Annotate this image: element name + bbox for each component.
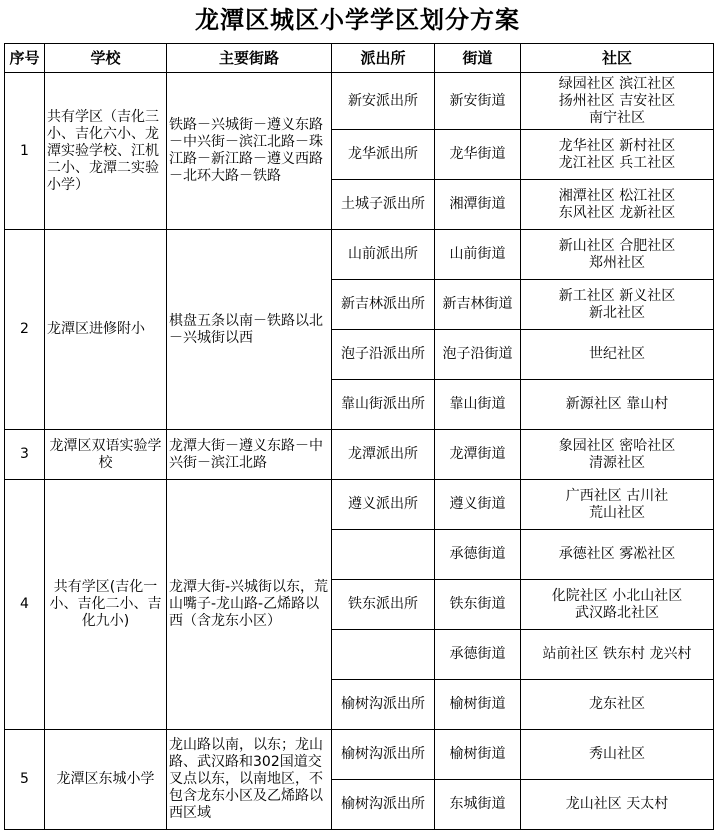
row-school: 龙潭区东城小学 xyxy=(45,730,167,830)
row-community xyxy=(521,630,714,680)
row-police: 榆树沟派出所 xyxy=(332,780,435,830)
community-line: 新源社区 靠山村 xyxy=(565,396,669,412)
community-line: 清源社区 xyxy=(589,454,645,471)
row-police: 铁东派出所 xyxy=(332,580,435,630)
row-police: 山前派出所 xyxy=(332,230,435,280)
community-line: 荒山社区 xyxy=(589,504,645,521)
row-police: 榆树沟派出所 xyxy=(332,680,435,730)
community-line: 象园社区 密哈社区 xyxy=(558,437,676,454)
page-title: 龙潭区城区小学学区划分方案 xyxy=(195,6,520,34)
community-line: 龙山社区 天太村 xyxy=(565,796,669,812)
row-police: 龙华派出所 xyxy=(332,130,435,180)
community-line: 新北社区 xyxy=(589,304,645,321)
header-streets: 主要街路 xyxy=(167,44,332,73)
district-table xyxy=(4,43,714,830)
row-street: 龙潭街道 xyxy=(435,430,521,480)
row-street: 泡子沿街道 xyxy=(435,330,521,380)
row-street: 靠山街道 xyxy=(435,380,521,430)
community-line: 南宁社区 xyxy=(589,109,645,126)
row-police: 龙潭派出所 xyxy=(332,430,435,480)
row-street: 东城街道 xyxy=(435,780,521,830)
row-police: 新吉林派出所 xyxy=(332,280,435,330)
community-line: 郑州社区 xyxy=(589,254,645,271)
row-street: 榆树街道 xyxy=(435,730,521,780)
row-community xyxy=(521,780,714,830)
community-line: 秀山社区 xyxy=(589,746,645,762)
community-line: 东风社区 龙新社区 xyxy=(558,204,676,221)
row-community xyxy=(521,480,714,530)
row-streets: 龙潭大街-兴城街以东，荒山嘴子-龙山路-乙烯路以西（含龙东小区） xyxy=(167,480,332,730)
row-community xyxy=(521,73,714,130)
community-line: 化院社区 小北山社区 xyxy=(551,587,683,604)
row-community xyxy=(521,380,714,430)
row-community xyxy=(521,730,714,780)
table-row xyxy=(5,430,714,480)
community-line: 新工社区 新义社区 xyxy=(558,287,676,304)
community-line: 龙华社区 新村社区 xyxy=(558,137,676,154)
row-community xyxy=(521,430,714,480)
community-line: 龙江社区 兵工社区 xyxy=(558,154,676,171)
header-police: 派出所 xyxy=(332,44,435,73)
row-police: 新安派出所 xyxy=(332,73,435,130)
community-line: 武汉路北社区 xyxy=(575,604,659,621)
header-street: 街道 xyxy=(435,44,521,73)
community-line: 承德社区 雾凇社区 xyxy=(558,546,676,562)
row-community xyxy=(521,580,714,630)
header-no: 序号 xyxy=(5,44,45,73)
row-school: 龙潭区进修附小 xyxy=(45,230,167,430)
header-school: 学校 xyxy=(45,44,167,73)
community-line: 湘潭社区 松江社区 xyxy=(558,187,676,204)
row-streets: 龙潭大街－遵义东路－中兴街－滨江北路 xyxy=(167,430,332,480)
row-community xyxy=(521,680,714,730)
row-community xyxy=(521,330,714,380)
row-no: 4 xyxy=(5,480,45,730)
community-line: 广西社区 古川社 xyxy=(565,487,669,504)
row-community xyxy=(521,230,714,280)
row-street: 山前街道 xyxy=(435,230,521,280)
row-streets: 铁路－兴城街－遵义东路－中兴街－滨江北路－珠江路－新江路－遵义西路－北环大路－铁路 xyxy=(167,73,332,230)
row-community xyxy=(521,280,714,330)
row-no: 5 xyxy=(5,730,45,830)
table-row xyxy=(5,730,714,780)
row-community xyxy=(521,130,714,180)
row-police: 榆树沟派出所 xyxy=(332,730,435,780)
table-row xyxy=(5,480,714,530)
header-row xyxy=(5,44,714,73)
row-community xyxy=(521,530,714,580)
row-streets: 棋盘五条以南－铁路以北－兴城街以西 xyxy=(167,230,332,430)
row-street: 承德街道 xyxy=(435,530,521,580)
table-row xyxy=(5,73,714,130)
row-street: 龙华街道 xyxy=(435,130,521,180)
row-school: 共有学区（吉化三小、吉化六小、龙潭实验学校、江机二小、龙潭二实验小学） xyxy=(45,73,167,230)
row-street: 新安街道 xyxy=(435,73,521,130)
community-line: 世纪社区 xyxy=(589,346,645,362)
row-school: 龙潭区双语实验学校 xyxy=(45,430,167,480)
row-no: 2 xyxy=(5,230,45,430)
row-community xyxy=(521,180,714,230)
row-police: 土城子派出所 xyxy=(332,180,435,230)
row-police: 泡子沿派出所 xyxy=(332,330,435,380)
row-streets: 龙山路以南，以东；龙山路、武汉路和302国道交叉点以东，以南地区，不包含龙东小区及乙烯路以西区域 xyxy=(167,730,332,830)
community-line: 站前社区 铁东村 龙兴村 xyxy=(542,646,692,662)
row-police xyxy=(332,530,435,580)
row-street: 承德街道 xyxy=(435,630,521,680)
community-line: 绿园社区 滨江社区 xyxy=(558,75,676,92)
row-no: 1 xyxy=(5,73,45,230)
row-police xyxy=(332,630,435,680)
row-street: 铁东街道 xyxy=(435,580,521,630)
row-police: 遵义派出所 xyxy=(332,480,435,530)
row-police: 靠山街派出所 xyxy=(332,380,435,430)
row-no: 3 xyxy=(5,430,45,480)
community-line: 扬州社区 吉安社区 xyxy=(558,92,676,109)
header-community: 社区 xyxy=(521,44,714,73)
table-row xyxy=(5,230,714,280)
row-street: 新吉林街道 xyxy=(435,280,521,330)
row-street: 榆树街道 xyxy=(435,680,521,730)
community-line: 龙东社区 xyxy=(589,696,645,712)
row-street: 遵义街道 xyxy=(435,480,521,530)
row-street: 湘潭街道 xyxy=(435,180,521,230)
community-line: 新山社区 合肥社区 xyxy=(558,237,676,254)
row-school: 共有学区(吉化一小、吉化二小、吉化九小) xyxy=(45,480,167,730)
